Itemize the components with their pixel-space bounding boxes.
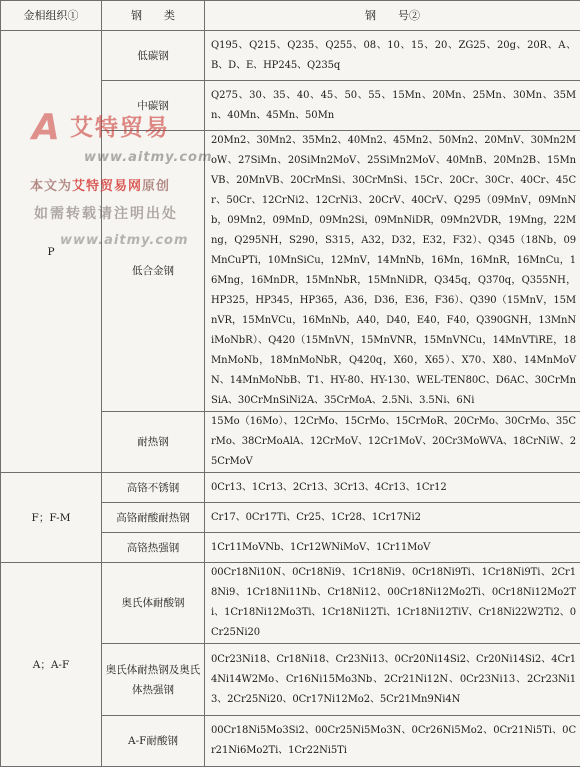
watermark-reprint-notice: 如需转载请注明出处 [34, 203, 178, 223]
header-row [1, 1, 580, 31]
grades-cell: Q275、30、35、40、45、50、55、15Mn、20Mn、25Mn、30Mn、35Mn、40Mn、45Mn、50Mn [205, 81, 580, 131]
grades-cell: 15Mo（16Mo）、12CrMo、15CrMo、15CrMoR、20CrMo、30CrMo、35CrMo、38CrMoAlA、12CrMoV、12Cr1MoV、20Cr3MoWVA、18CrNiW、25CrMoV [205, 412, 580, 473]
group-label-a: A；A-F [1, 563, 102, 767]
steel-type-cell: 高铬不锈钢 [102, 473, 205, 503]
group-label-f: F；F-M [1, 473, 102, 563]
steel-type-cell: 高铬热强钢 [102, 533, 205, 563]
steel-type-cell: A-F耐酸钢 [102, 716, 205, 767]
table-row [1, 31, 580, 81]
logo-mark-icon: A [32, 110, 60, 146]
grades-cell: 20Mn2、30Mn2、35Mn2、40Mn2、45Mn2、50Mn2、20MnV、30Mn2MoW、27SiMn、20SiMn2MoV、25SiMn2MoV、40MnB、20Mn2B、15MnVB、20MnVB、20CrMnSi、30CrMnSi、15Cr、20Cr、30Cr、40Cr、45Cr、50Cr、12CrNi2、12CrNi3、20CrV、40CrV、Q295（09MnV，09MnNb，09Mn2，09MnD，09Mn2Si，09MnNiDR，09Mn2VDR，19Mng，22Mng，Q295NH，S290，S315，A32，D32，E32，F32）、Q345（18Nb，09MnCuPTi，10MnSiCu，12MnV，14MnNb，16Mn，16MnR，16MnCu，16Mng，16MnDR，15MnNbR，15MnNiDR，Q345q，Q370q，Q355NH，HP325，HP345，HP365，A36，D36，E36，F36）、Q390（15MnV，15MnVR，15MnVCu，16MnNb，A40，D40，E40，F40，Q390GNH，13MnNiMoNbR）、Q420（15MnVN，15MnVNR，15MnVNCu，14MnVTiRE，18MnMoNb，18MnMoNbR，Q420q，X60，X65）、X70、X80、14MnMoVN、14MnMoNbB、T1、HY-80、HY-130、WEL-TEN80C、D6AC、30CrMnSiA、30CrMnSiNi2A、35CrMoA、2.5Ni、3.5Ni、6Ni [205, 131, 580, 412]
steel-type-cell: 奥氏体耐酸钢 [102, 563, 205, 644]
watermark-brand: 艾特贸易 [70, 114, 170, 142]
grades-cell: Q195、Q215、Q235、Q255、08、10、15、20、ZG25、20g、20R、A、B、D、E、HP245、Q235q [205, 31, 580, 81]
steel-type-cell: 耐热钢 [102, 412, 205, 473]
header-steel-type: 钢 类 [102, 1, 205, 31]
steel-type-cell: 高铬耐酸耐热钢 [102, 503, 205, 533]
watermark-notice-prefix: 本文为 [30, 179, 72, 194]
steel-type-cell: 低碳钢 [102, 31, 205, 81]
table-row [1, 473, 580, 503]
table-row [1, 563, 580, 644]
grades-cell: Cr17、0Cr17Ti、Cr25、1Cr28、1Cr17Ni2 [205, 503, 580, 533]
grades-cell: 0Cr23Ni18、Cr18Ni18、Cr23Ni13、0Cr20Ni14Si2、Cr20Ni14Si2、4Cr14Ni14W2Mo、Cr16Ni15Mo3Nb、2Cr21Ni12N、0Cr23Ni13、2Cr23Ni13、2Cr25Ni20、0Cr17Ni12Mo2、5Cr21Mn9Ni4N [205, 644, 580, 716]
group-label-p: P [1, 31, 102, 473]
steel-type-cell: 中碳钢 [102, 81, 205, 131]
watermark-url: www.aitmy.com [84, 150, 213, 165]
steel-type-cell: 奥氏体耐热钢及奥氏体热强钢 [102, 644, 205, 716]
watermark-notice-suffix: 原创 [142, 179, 170, 194]
watermark-notice-site: 艾特贸易网 [72, 179, 142, 194]
grades-cell: 1Cr11MoVNb、1Cr12WNiMoV、1Cr11MoV [205, 533, 580, 563]
steel-type-cell: 低合金钢 [102, 131, 205, 412]
header-grades: 钢 号② [205, 1, 580, 31]
grades-cell: 00Cr18Ni5Mo3Si2、00Cr25Ni5Mo3N、0Cr26Ni5Mo2、0Cr21Ni5Ti、0Cr21Ni6Mo2Ti、1Cr22Ni5Ti [205, 716, 580, 767]
grades-cell: 0Cr13、1Cr13、2Cr13、3Cr13、4Cr13、1Cr12 [205, 473, 580, 503]
watermark-url-secondary: www.aitmy.com [60, 233, 189, 248]
grades-cell: 00Cr18Ni10N、0Cr18Ni9、1Cr18Ni9、0Cr18Ni9Ti、1Cr18Ni9Ti、2Cr18Ni9、1Cr18Ni11Nb、Cr18Ni12、00Cr18Ni12Mo2Ti、0Cr18Ni12Mo2Ti、1Cr18Ni12Mo3Ti、1Cr18Ni12Ti、1Cr18Ni12TiV、Cr18Ni22W2Ti2、0Cr25Ni20 [205, 563, 580, 644]
header-structure: 金相组织① [1, 1, 102, 31]
